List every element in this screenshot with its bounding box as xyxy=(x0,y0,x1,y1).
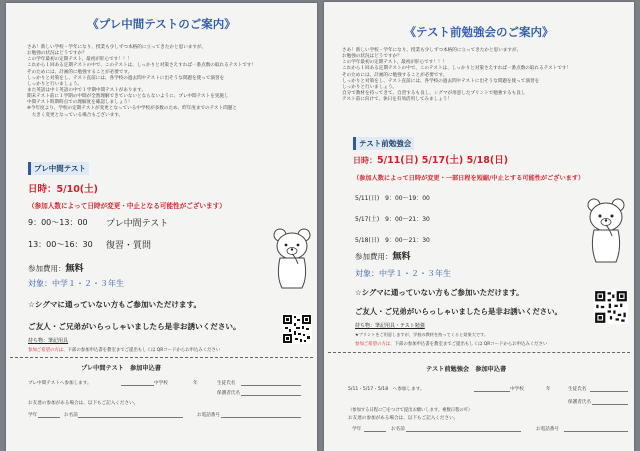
form-grade-label: 学年 xyxy=(352,427,362,432)
session-time: 9：00～13：00 xyxy=(28,218,88,227)
intro-line: お勉強の状況はどうですか？ xyxy=(342,54,402,60)
intro-line: しっかりと行いましょう。 xyxy=(342,84,398,90)
flyer-title: 《テスト前勉強会のご案内》 xyxy=(404,25,554,39)
intro-line: 大きく変更となっている場合もございます。 xyxy=(27,112,124,118)
intro-line: これから１回ある定期テストの中で、このテストは、しっかりと対策さえすれば一番点数の取れるテストです！ xyxy=(342,66,572,72)
intro-line: これから１回ある定期テストの中で、このテストは、しっかりと対策さえすれば一番点数の取れるテストです！ xyxy=(27,63,257,69)
bring-note: ★プリントをご用意しますが、学校の教材を持ってくると効果大です。 xyxy=(355,332,489,337)
form-phone-label: お電話番号 xyxy=(197,413,220,418)
fee xyxy=(28,261,84,274)
flyer-title: 《プレ中間テストのご案内》 xyxy=(87,17,236,31)
form-title: テスト前勉強会 参加申込書 xyxy=(426,366,507,373)
flyer-study-session xyxy=(324,2,634,451)
session-line: 5/11(日) 9：00～19：00 xyxy=(355,195,430,202)
guardian-name-field[interactable] xyxy=(592,404,628,405)
apply-note-red: 参加ご希望の方は、 xyxy=(28,348,68,353)
fee xyxy=(355,249,411,262)
bear-mascot-icon xyxy=(268,226,316,294)
event-dates xyxy=(353,152,508,166)
intro-line: しっかりと行いましょう。 xyxy=(27,81,83,87)
friend-name-field[interactable] xyxy=(406,431,521,432)
intro-line: しっかりと対策をし、テスト直前には、各学校の過去問やテストに出そうな問題を使って演習を xyxy=(342,78,540,84)
form-friend-name-label: お名前 xyxy=(391,427,405,432)
session-time: 13：00～16：30 xyxy=(28,240,93,249)
fee-value: 無料 xyxy=(65,264,84,274)
guardian-name-field[interactable] xyxy=(241,395,301,396)
intro-line: テスト前に向けて、休日を有効活用してみましょう！ xyxy=(342,97,452,103)
intro-line: そのためには、計画的に勉強することが必要です。 xyxy=(342,72,448,78)
target-grades: 対象：中学１・２・３年生 xyxy=(355,269,451,278)
fee-label: 参加費用： xyxy=(28,264,66,273)
intro-line: 中間テスト時期時点での理解度を確認しましょう！ xyxy=(27,100,133,106)
schedule-warning: （参加人数によって日時が変更・中止となる可能性がございます） xyxy=(28,202,226,210)
form-guardian-label: 保護者氏名 xyxy=(568,400,591,405)
intro-line: 自分で教材を持ってきて、自習するも良し、シグマが用意したプリントで勉強するも良し xyxy=(342,90,526,96)
grade-field[interactable] xyxy=(38,417,60,418)
intro-line: しっかりと対策をし、テスト直前には、各学校の過去問やテストに出そうな問題を使って演習を xyxy=(27,75,225,81)
intro-line: ※今年度より、学校の定期テストが変更となっている中学校が多数のため、昨年度までのテスト問題と xyxy=(27,106,238,112)
session-line: 5/17(土) 9：00～21：30 xyxy=(355,216,430,223)
intro-line: この学年最初の定期テスト、最初が肝心です！！！ xyxy=(342,60,448,66)
form-student-name-label: 生徒氏名 xyxy=(568,387,587,392)
intro-line: 期末テスト前に１学期の中間が全然理解できていないとならないように、プレ中間テストを実施し xyxy=(27,94,229,100)
friend-name-field[interactable] xyxy=(78,417,183,418)
qr-code-icon[interactable] xyxy=(594,290,628,324)
form-date-note: （参加する日程に〇をつけて提出お願いします。複数日程の可） xyxy=(348,408,473,413)
invite-text: ご友人・ご兄弟がいらっしゃいましたら是非お誘いください。 xyxy=(28,322,241,331)
student-name-field[interactable] xyxy=(241,385,301,386)
fee-value: 無料 xyxy=(392,252,411,262)
bear-mascot-icon xyxy=(581,196,631,268)
event-date: 日時：5/10(土) xyxy=(28,184,98,195)
form-phone-label: お電話番号 xyxy=(536,427,559,432)
bring-items: 持ち物：筆記用具・テスト勉強 xyxy=(355,323,425,329)
intro-line: さあ！新しい学校・学年になり、授業も少しずつ本格的に立ってきたかと思いますが、 xyxy=(27,45,207,50)
intro-line: この学年最初の定期テスト、最初が肝心です！！！ xyxy=(27,57,133,63)
session-label: 復習・質問 xyxy=(106,241,152,251)
form-year-label: 年 xyxy=(546,387,551,392)
student-name-field[interactable] xyxy=(590,391,628,392)
form-line: プレ中間テストへ参加します。 xyxy=(28,381,92,386)
apply-instruction xyxy=(28,347,220,353)
form-year-label: 年 xyxy=(193,381,198,386)
form-title: プレ中間テスト 参加申込書 xyxy=(81,365,161,372)
qr-code-icon[interactable] xyxy=(282,314,312,344)
intro-line: また英語は中１英語の中で１学期中間テストがあります。 xyxy=(27,87,146,93)
date-list: 5/11(日) 5/17(土) 5/18(日) xyxy=(377,155,509,166)
intro-line: お勉強の状況はどうですか？ xyxy=(27,51,87,57)
form-guardian-label: 保護者氏名 xyxy=(217,391,240,396)
bring-items: 持ち物：筆記用具 xyxy=(28,338,69,344)
intro-line: そのためには、計画的に勉強することが必要です。 xyxy=(27,69,133,75)
section-badge: テスト前勉強会 xyxy=(353,137,414,150)
section-badge: プレ中間テスト xyxy=(28,162,89,175)
schedule-warning: （参加人数によって日時が変更・一部日程を短縮/中止とする可能性がございます） xyxy=(353,175,585,182)
session-label: プレ中間テスト xyxy=(106,219,169,229)
apply-note-text: 下部の参加申込書を教室までご提出もしくは QRコードからお申込みください xyxy=(394,342,548,347)
phone-field[interactable] xyxy=(564,431,628,432)
invite-text: ご友人・ご兄弟がいらっしゃいましたら是非お誘いください。 xyxy=(355,307,562,316)
apply-instruction xyxy=(355,341,547,347)
phone-field[interactable] xyxy=(221,417,301,418)
intro-text xyxy=(342,48,571,103)
school-field[interactable] xyxy=(121,385,154,386)
fee-label: 参加費用： xyxy=(355,252,393,261)
session-line: 5/18(日) 9：00～21：30 xyxy=(355,237,430,244)
target-grades: 対象：中学１・２・３年生 xyxy=(28,279,124,288)
form-school-label: 中学校 xyxy=(510,387,524,392)
intro-line: さあ！新しい学校・学年になり、授業も少しずつ本格的に立ってきたかと思いますが、 xyxy=(342,48,522,53)
sigma-note: ☆シグマに通っていない方もご参加いただけます。 xyxy=(28,300,202,309)
apply-note-red: 参加ご希望の方は、 xyxy=(355,342,395,347)
intro-text xyxy=(27,45,256,119)
grade-field[interactable] xyxy=(364,431,386,432)
apply-note-text: 下部の参加申込書を教室までご提出もしくは QRコードからお申込みください xyxy=(67,348,221,353)
form-school-label: 中学校 xyxy=(154,381,168,386)
form-friend-note: お友達の参加がある場合は、以下もご記入ください。 xyxy=(28,401,139,406)
flyer-pre-midterm xyxy=(6,3,317,451)
form-friend-name-label: お名前 xyxy=(64,413,78,418)
date-prefix: 日時： xyxy=(353,156,377,165)
sigma-note: ☆シグマに通っていない方もご参加いただけます。 xyxy=(355,288,524,297)
form-student-name-label: 生徒氏名 xyxy=(217,381,236,386)
cut-line xyxy=(10,357,313,358)
form-friend-note: お友達の参加がある場合は、以下もご記入ください。 xyxy=(348,416,459,421)
school-field[interactable] xyxy=(474,391,510,392)
form-line: 5/11・5/17・5/18 へ参加します。 xyxy=(348,387,425,392)
form-grade-label: 学年 xyxy=(28,413,38,418)
cut-line xyxy=(328,352,630,353)
